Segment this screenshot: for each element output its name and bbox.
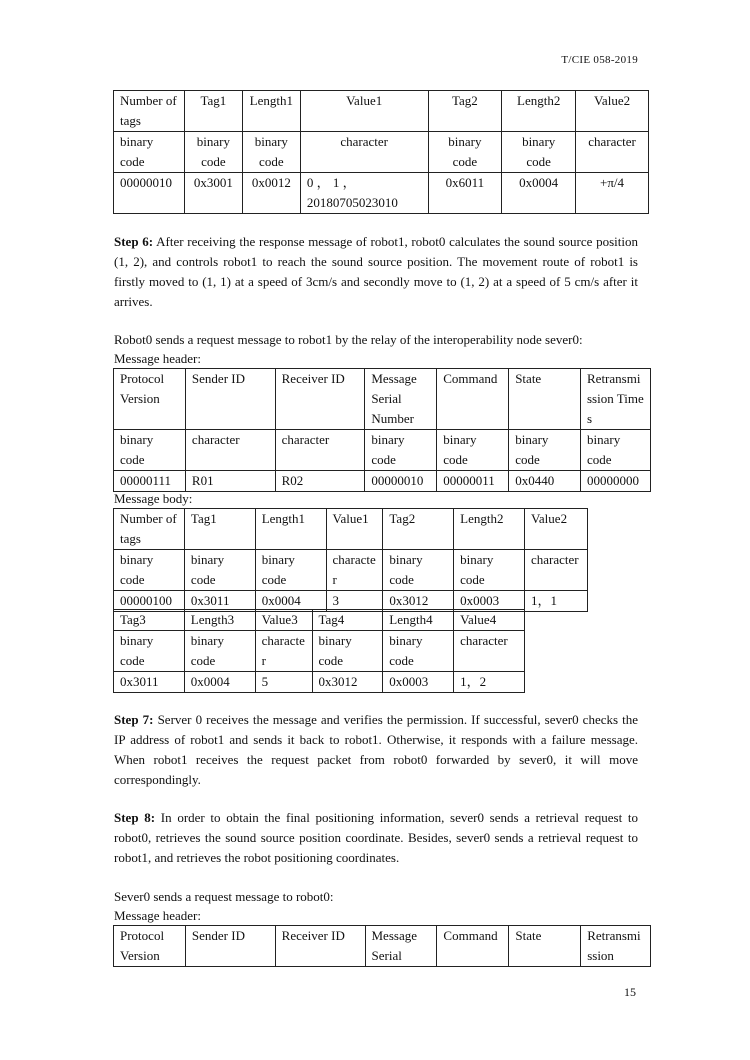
table-cell: binary code (509, 430, 581, 471)
step7-paragraph (114, 710, 638, 790)
table-cell: binary code (114, 550, 185, 591)
table-cell: binary code (242, 132, 300, 173)
table-cell: 0x3011 (184, 591, 255, 612)
table-header-cell: Tag1 (184, 509, 255, 550)
step6-paragraph (114, 232, 638, 312)
table-cell: binary code (184, 550, 255, 591)
table-header-cell: Value2 (524, 509, 587, 550)
table-header-cell: Command (437, 926, 509, 967)
page-number: 15 (624, 985, 636, 999)
step6-label: Step 6: (114, 234, 154, 249)
table-header-cell: Retransmission Times (581, 369, 651, 430)
table-cell: character (300, 132, 428, 173)
table-cell: 0x3012 (312, 672, 383, 693)
table-header-cell: Protocol Version (114, 369, 186, 430)
table-cell: binary code (365, 430, 437, 471)
table-cell: character (255, 631, 312, 672)
table-cell: binary code (114, 430, 186, 471)
table-cell: binary code (312, 631, 383, 672)
table-cell: binary code (184, 631, 255, 672)
table-header-cell: Command (437, 369, 509, 430)
table-header-cell: Length1 (255, 509, 326, 550)
table-header-cell: Length4 (383, 610, 454, 631)
table-cell: 3 (326, 591, 383, 612)
table-cell: 00000000 (581, 471, 651, 492)
table-cell: binary code (454, 550, 525, 591)
table-cell: character (576, 132, 649, 173)
table-cell: character (185, 430, 275, 471)
message-body-label: Message body: (114, 491, 193, 506)
table-row (114, 173, 649, 214)
table-header-cell: Value4 (454, 610, 525, 631)
table-cell: binary code (502, 132, 576, 173)
table-cell: 0x6011 (428, 173, 502, 214)
table-row (114, 926, 651, 967)
table-header-cell: Tag2 (428, 91, 502, 132)
table-cell: 00000010 (365, 471, 437, 492)
table-cell: 00000011 (437, 471, 509, 492)
table-cell: 00000010 (114, 173, 185, 214)
table-header-cell: Value1 (326, 509, 383, 550)
table-cell: 1，2 (454, 672, 525, 693)
table-cell: R01 (185, 471, 275, 492)
table-message-body-part2 (113, 609, 525, 693)
table-cell: 00000111 (114, 471, 186, 492)
table-cell: 0x0003 (383, 672, 454, 693)
table-header-cell: Tag1 (184, 91, 242, 132)
table-cell: binary code (383, 550, 454, 591)
sever-text: Sever0 sends a request message to robot0: (114, 889, 334, 904)
table-cell: 0x3011 (114, 672, 185, 693)
table-cell: binary code (428, 132, 502, 173)
table-cell: binary code (184, 132, 242, 173)
table-cell: binary code (114, 631, 185, 672)
table-cell: 0x0004 (502, 173, 576, 214)
table-cell: binary code (255, 550, 326, 591)
table-cell: character (326, 550, 383, 591)
table-cell: character (275, 430, 365, 471)
step8-text: In order to obtain the final positioning information, sever0 sends a retrieval request to robot0, retrieves the sound source position coordinate. Besides, sever0 sends a retrieval request to robot1, and retrieves the robot positioning coordinates. (114, 810, 639, 865)
step6-text: After receiving the response message of robot1, robot0 calculates the sound source position (1, 2), and controls robot1 to reach the sound source position. The movement route of robot1 is firstly moved to (1, 1) at a speed of 3cm/s and secondly move to (1, 2) at a speed of 5 cm/s after it arrives. (114, 234, 639, 309)
step8-paragraph (114, 808, 638, 868)
relay-text: Robot0 sends a request message to robot1 by the relay of the interoperability node sever0: (114, 332, 583, 347)
table-cell: 0 ， 1 ， 20180705023010 (300, 173, 428, 214)
table-row (114, 132, 649, 173)
table-header-cell: Tag4 (312, 610, 383, 631)
table-row (114, 631, 525, 672)
table-header-cell: Length2 (454, 509, 525, 550)
table-header-cell: Number of tags (114, 91, 185, 132)
table-message-header-2 (113, 925, 651, 967)
table-cell: 0x0003 (454, 591, 525, 612)
step7-label: Step 7: (114, 712, 154, 727)
table-cell: character (524, 550, 587, 591)
table-cell: binary code (383, 631, 454, 672)
table-header-cell: Value1 (300, 91, 428, 132)
table-header-cell: Tag3 (114, 610, 185, 631)
table-row (114, 672, 525, 693)
table-cell: binary code (437, 430, 509, 471)
table-cell: character (454, 631, 525, 672)
table-cell: +π/4 (576, 173, 649, 214)
step7-text: Server 0 receives the message and verifies the permission. If successful, sever0 checks the IP address of robot1 and sends it back to robot1. Otherwise, it responds with a failure message. When robot1 receives the request packet from robot0 forwarded by sever0, it will move correspondingly. (114, 712, 639, 787)
table-header-cell: Number of tags (114, 509, 185, 550)
table-header-cell: Protocol Version (114, 926, 186, 967)
message-header-label: Message header: (114, 351, 201, 366)
table-header-cell: Length1 (242, 91, 300, 132)
table-header-cell: Length3 (184, 610, 255, 631)
table-cell: 1，1 (524, 591, 587, 612)
table-header-cell: Value2 (576, 91, 649, 132)
table-row (114, 91, 649, 132)
table-row (114, 369, 651, 430)
table-header-cell: State (509, 926, 581, 967)
table-cell: 0x0004 (184, 672, 255, 693)
table-cell: 0x3001 (184, 173, 242, 214)
table-row (114, 550, 588, 591)
table-header-cell: Receiver ID (275, 369, 365, 430)
table-cell: 0x0012 (242, 173, 300, 214)
step8-label: Step 8: (114, 810, 156, 825)
table-header-cell: Retransmission (581, 926, 651, 967)
table-message-body-part1 (113, 508, 588, 612)
table-response-body (113, 90, 649, 214)
table-header-cell: Sender ID (185, 369, 275, 430)
table-row (114, 471, 651, 492)
table-cell: binary code (114, 132, 185, 173)
table-header-cell: Message Serial Number (365, 369, 437, 430)
table-cell: binary code (581, 430, 651, 471)
table-header-cell: Sender ID (185, 926, 275, 967)
table-header-cell: Message Serial (365, 926, 437, 967)
message-header-label-2: Message header: (114, 908, 201, 923)
table-cell: 5 (255, 672, 312, 693)
document-code: T/CIE 058-2019 (561, 54, 638, 66)
table-cell: 0x0440 (509, 471, 581, 492)
table-header-cell: State (509, 369, 581, 430)
table-row (114, 509, 588, 550)
table-header-cell: Receiver ID (275, 926, 365, 967)
table-header-cell: Value3 (255, 610, 312, 631)
table-cell: 00000100 (114, 591, 185, 612)
table-row (114, 430, 651, 471)
table-cell: 0x3012 (383, 591, 454, 612)
table-cell: R02 (275, 471, 365, 492)
table-cell: 0x0004 (255, 591, 326, 612)
table-message-header (113, 368, 651, 492)
table-header-cell: Tag2 (383, 509, 454, 550)
table-header-cell: Length2 (502, 91, 576, 132)
table-row (114, 610, 525, 631)
